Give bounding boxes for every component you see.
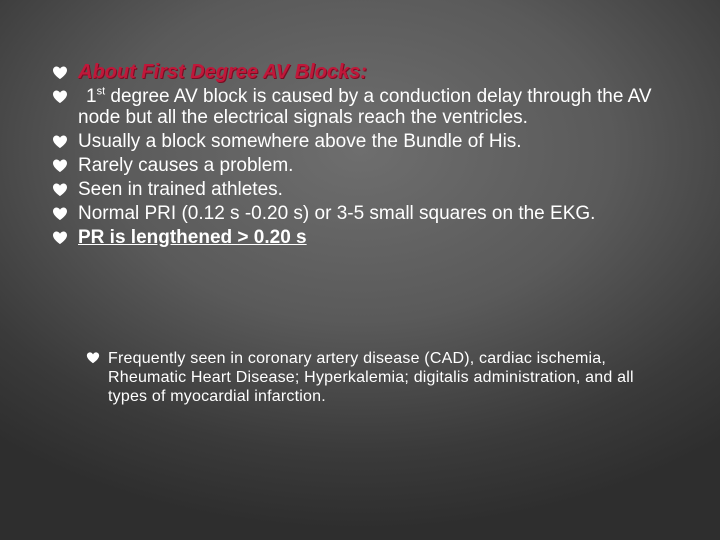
heart-bullet-icon (52, 134, 68, 150)
heart-bullet-icon (52, 230, 68, 246)
heading-bullet (52, 62, 672, 83)
bullet-text-emphasis: PR is lengthened > 0.20 s (78, 227, 307, 248)
bullet-item (52, 131, 672, 152)
bullet-text: Usually a block somewhere above the Bundle of His. (78, 131, 522, 152)
bullet-item (52, 155, 672, 176)
bullet-prefix: 1 (86, 86, 97, 107)
bullet-list (52, 62, 672, 251)
bullet-text: Rarely causes a problem. (78, 155, 294, 176)
sub-bullet-item (86, 349, 666, 406)
bullet-item (52, 203, 672, 224)
heart-bullet-icon (52, 206, 68, 222)
heart-bullet-icon (52, 158, 68, 174)
heart-bullet-icon (52, 65, 68, 81)
heart-bullet-icon (86, 351, 100, 365)
bullet-item (52, 227, 672, 248)
sub-bullet-list (86, 349, 666, 406)
bullet-item (52, 86, 672, 128)
sub-bullet-text: Frequently seen in coronary artery disease (CAD), cardiac ischemia, Rheumatic Heart Disease; Hyperkalemia; digitalis administration, and all types of myocardial infarction. (108, 350, 634, 405)
bullet-text: Normal PRI (0.12 s -0.20 s) or 3-5 small squares on the EKG. (78, 203, 596, 224)
bullet-text: degree AV block is caused by a conduction delay through the AV node but all the electrical signals reach the ventricles. (78, 86, 652, 128)
heart-bullet-icon (52, 182, 68, 198)
bullet-text: Seen in trained athletes. (78, 179, 283, 200)
slide-heading: About First Degree AV Blocks: (78, 61, 367, 83)
bullet-superscript: st (96, 85, 106, 98)
heart-bullet-icon (52, 89, 68, 105)
bullet-item (52, 179, 672, 200)
